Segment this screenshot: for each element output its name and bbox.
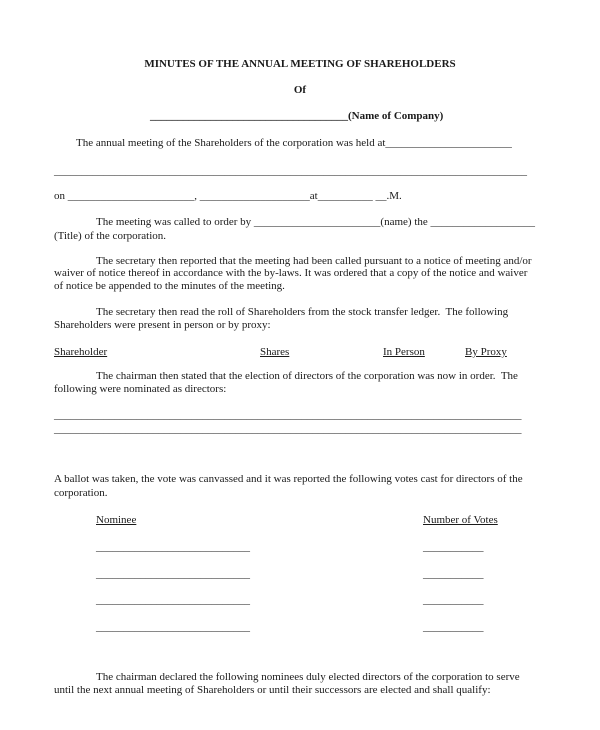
column-header-in-person: In Person [383, 346, 425, 358]
nominee-blank[interactable]: ____________________________ [96, 541, 250, 553]
nominee-blank[interactable]: ____________________________ [96, 594, 250, 606]
nominee-blank[interactable]: ____________________________ [96, 621, 250, 633]
nomination-blank-line[interactable]: _____________________________________________________________________________________ [54, 409, 522, 421]
text-line: (Title) of the corporation. [54, 230, 167, 242]
text-line: The secretary then read the roll of Shareholders from the stock transfer ledger. The following [96, 306, 509, 318]
company-name-line[interactable]: ____________________________________(Name of Company) [150, 110, 444, 122]
of-label: Of [293, 84, 307, 96]
text-line: until the next annual meeting of Shareholders or until their successors are elected and shall qualify: [54, 684, 491, 696]
date-time-line[interactable]: on _______________________, ____________________at__________ __.M. [54, 190, 402, 202]
text-line: The annual meeting of the Shareholders of the corporation was held at_______________________ [76, 137, 512, 149]
text-line: of notice be appended to the minutes of the meeting. [54, 280, 285, 292]
page-title: MINUTES OF THE ANNUAL MEETING OF SHAREHOLDERS [144, 58, 456, 70]
nomination-blank-line[interactable]: _____________________________________________________________________________________ [54, 423, 522, 435]
text-line: The chairman declared the following nominees duly elected directors of the corporation to serve [96, 671, 520, 683]
column-header-nominee: Nominee [96, 514, 137, 526]
blank-line[interactable]: ______________________________________________________________________________________ [54, 165, 527, 177]
votes-blank[interactable]: ___________ [423, 621, 484, 633]
text-line: corporation. [54, 487, 108, 499]
text-line: Shareholders were present in person or by proxy: [54, 319, 271, 331]
column-header-shareholder: Shareholder [54, 346, 108, 358]
votes-blank[interactable]: ___________ [423, 541, 484, 553]
nominee-blank[interactable]: ____________________________ [96, 568, 250, 580]
column-header-shares: Shares [260, 346, 290, 358]
votes-blank[interactable]: ___________ [423, 594, 484, 606]
column-header-number-of-votes: Number of Votes [423, 514, 498, 526]
text-line: The chairman then stated that the election of directors of the corporation was now in order. The [96, 370, 518, 382]
text-line: The secretary then reported that the meeting had been called pursuant to a notice of meeting and/or [96, 255, 532, 267]
text-line: waiver of notice thereof in accordance with the by-laws. It was ordered that a copy of the notice and waiver [54, 267, 528, 279]
text-line: The meeting was called to order by _______________________(name) the ___________________ [96, 216, 536, 228]
votes-blank[interactable]: ___________ [423, 568, 484, 580]
text-line: following were nominated as directors: [54, 383, 227, 395]
column-header-by-proxy: By Proxy [465, 346, 507, 358]
text-line: A ballot was taken, the vote was canvassed and it was reported the following votes cast for directors of the [54, 473, 523, 485]
